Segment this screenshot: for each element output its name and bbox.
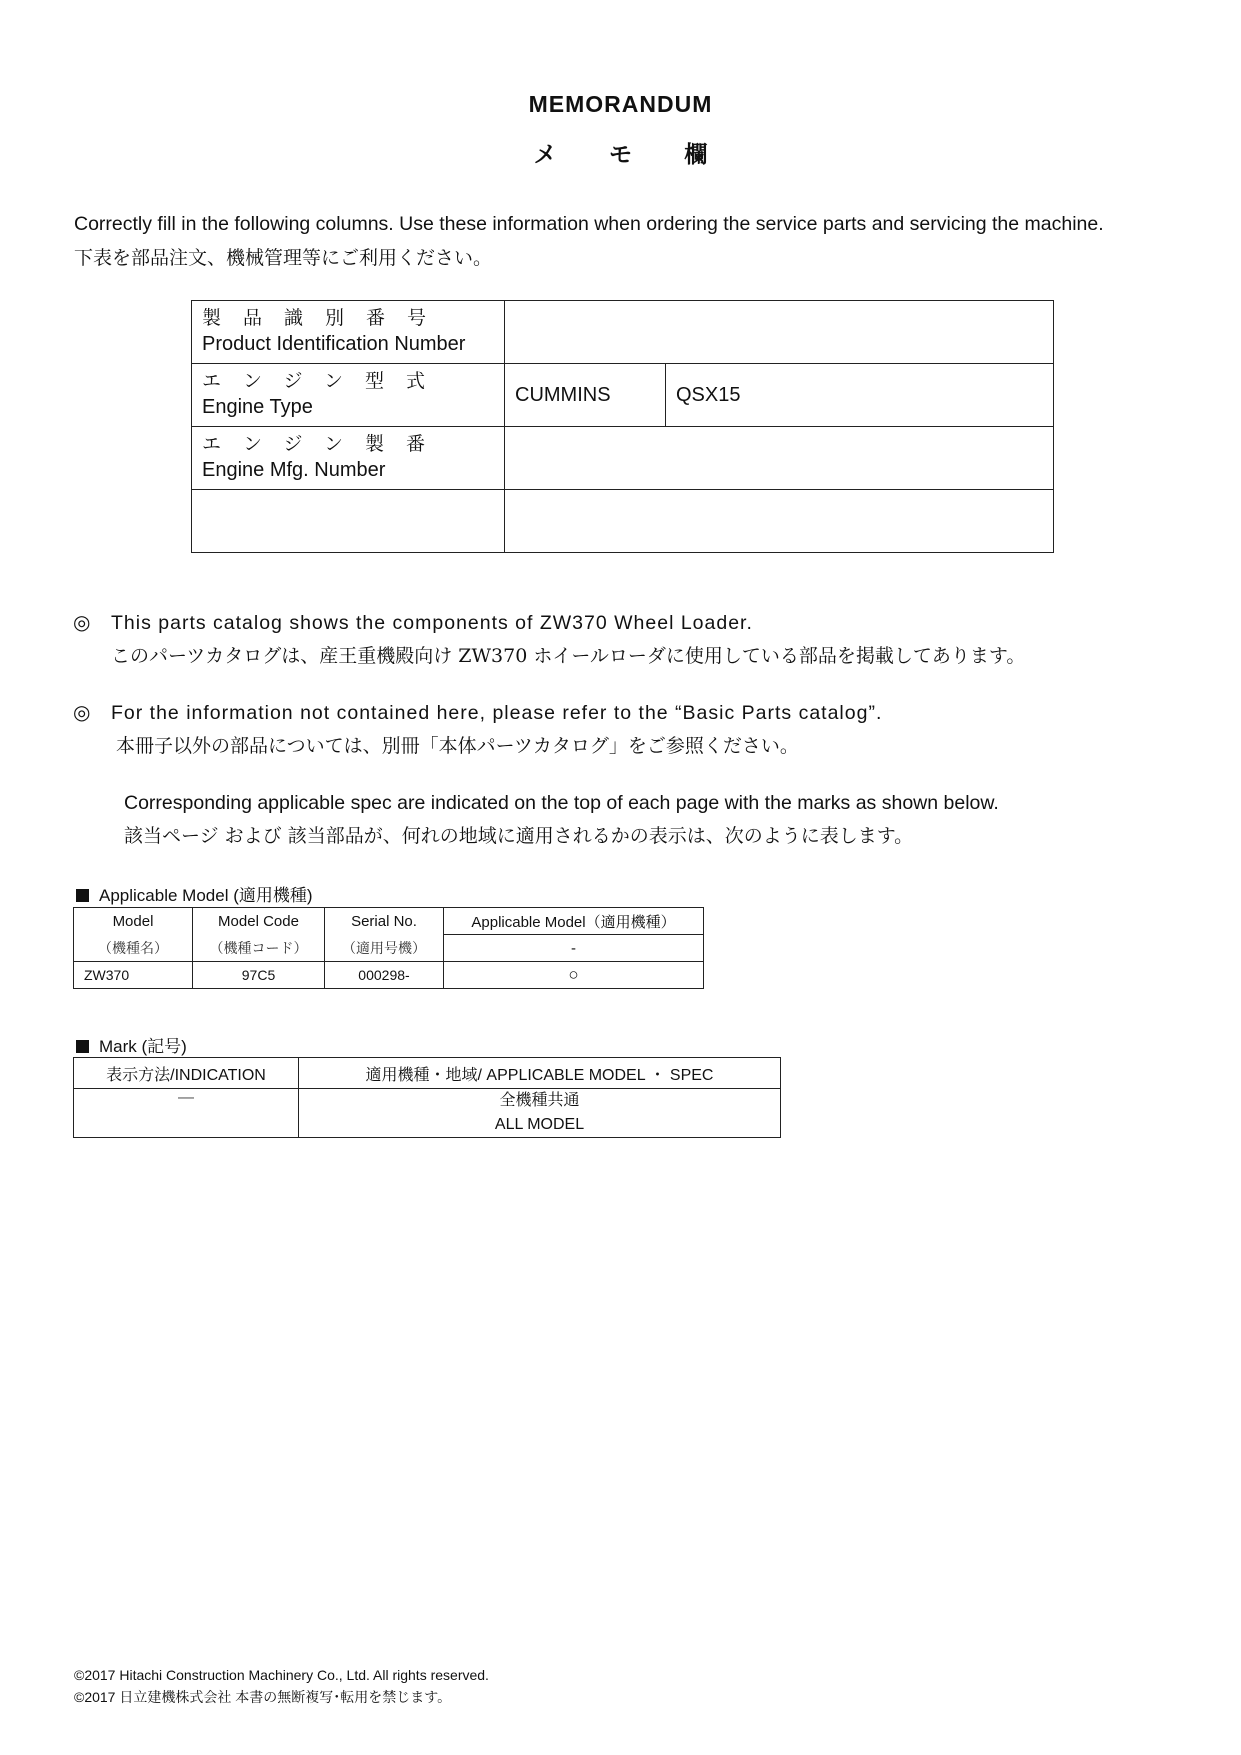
blank-field[interactable] xyxy=(505,490,1054,553)
table-row xyxy=(74,962,704,989)
model-value: ZW370 xyxy=(74,962,193,989)
meaning-value: 全機種共通 ALL MODEL xyxy=(299,1089,781,1138)
spec-note-ja: 該当ページ および 該当部品が、何れの地域に適用されるかの表示は、次のように表します。 xyxy=(124,825,914,847)
engine-maker-value: CUMMINS xyxy=(505,364,666,427)
mark-table xyxy=(73,1057,781,1138)
blank-label-cell xyxy=(192,490,505,553)
header-serial: Serial No. xyxy=(325,908,444,935)
table-row xyxy=(192,427,1054,490)
spec-note-en: Corresponding applicable spec are indicated on the top of each page with the marks as shown below. xyxy=(124,792,999,814)
mark-heading: Mark (記号) xyxy=(76,1032,187,1057)
applicable-model-heading: Applicable Model (適用機種) xyxy=(76,881,313,906)
square-bullet-icon xyxy=(76,889,89,902)
applicable-mark-value: ○ xyxy=(444,962,704,989)
note-2-en: For the information not contained here, please refer to the “Basic Parts catalog”. xyxy=(111,702,883,724)
bullet-icon: ◎ xyxy=(73,612,91,634)
product-id-label: 製品識別番号 Product Identification Number xyxy=(192,301,505,364)
page-title: MEMORANDUM xyxy=(528,91,713,117)
header-model: Model xyxy=(74,908,193,935)
engine-type-label: エンジン型式 Engine Type xyxy=(192,364,505,427)
applicable-model-table xyxy=(73,907,704,989)
header-serial-ja: （適用号機） xyxy=(325,935,444,962)
note-1-ja: このパーツカタログは、産王重機殿向け ZW370 ホイールローダに使用している部品を掲載してあります。 xyxy=(111,645,1026,667)
page-subtitle: メ モ 欄 xyxy=(533,141,708,167)
table-row xyxy=(74,908,704,935)
engine-model-value: QSX15 xyxy=(666,364,1054,427)
header-model-code-ja: （機種コード） xyxy=(193,935,325,962)
intro-text-en: Correctly fill in the following columns. Use these information when ordering the service parts and servicing the machine. xyxy=(74,213,1104,235)
header-model-ja: （機種名） xyxy=(74,935,193,962)
bullet-icon: ◎ xyxy=(73,702,91,724)
table-row xyxy=(74,1089,781,1138)
header-indication: 表示方法/INDICATION xyxy=(74,1058,299,1089)
table-row xyxy=(74,1058,781,1089)
note-2-ja: 本冊子以外の部品については、別冊「本体パーツカタログ」をご参照ください。 xyxy=(116,735,799,757)
header-applicable: Applicable Model（適用機種） xyxy=(444,908,704,935)
product-id-field[interactable] xyxy=(505,301,1054,364)
table-row xyxy=(192,301,1054,364)
indication-value: — xyxy=(74,1089,299,1138)
identification-table xyxy=(191,300,1054,553)
note-1-en: This parts catalog shows the components of ZW370 Wheel Loader. xyxy=(111,612,753,634)
engine-mfg-field[interactable] xyxy=(505,427,1054,490)
table-row xyxy=(74,935,704,962)
footer-copyright-ja: ©2017 日立建機株式会社 本書の無断複写･転用を禁じます。 xyxy=(74,1689,452,1705)
table-row xyxy=(192,490,1054,553)
footer-copyright-en: ©2017 Hitachi Construction Machinery Co., Ltd. All rights reserved. xyxy=(74,1667,489,1683)
intro-text-ja: 下表を部品注文、機械管理等にご利用ください。 xyxy=(74,247,493,269)
header-applicable-spec: 適用機種・地域/ APPLICABLE MODEL ・ SPEC xyxy=(299,1058,781,1089)
header-applicable-sub: - xyxy=(444,935,704,962)
square-bullet-icon xyxy=(76,1040,89,1053)
table-row xyxy=(192,364,1054,427)
engine-mfg-label: エンジン製番 Engine Mfg. Number xyxy=(192,427,505,490)
serial-value: 000298- xyxy=(325,962,444,989)
header-model-code: Model Code xyxy=(193,908,325,935)
model-code-value: 97C5 xyxy=(193,962,325,989)
